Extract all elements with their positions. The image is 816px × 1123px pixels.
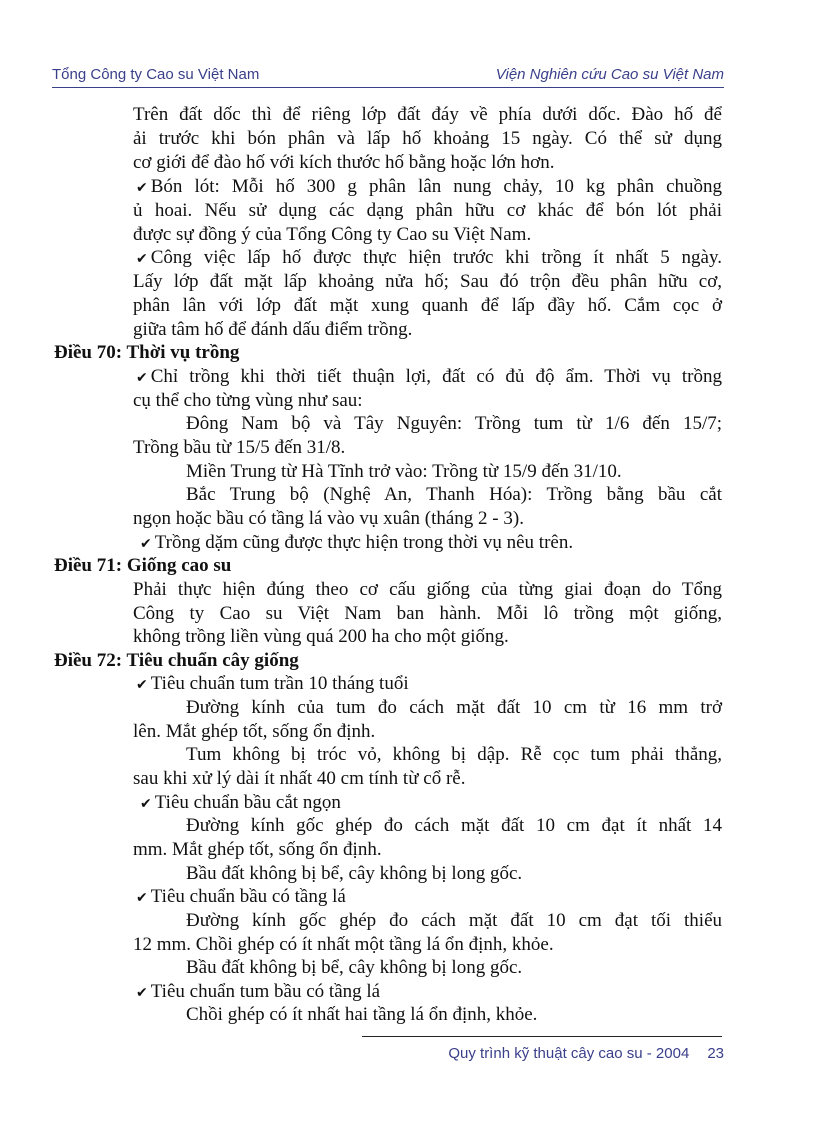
checkmark-icon: ✔ — [136, 985, 148, 1001]
bullet-line: ✔ Bón lót: Mỗi hố 300 g phân lân nung chảy, 10 kg phân chuồng — [136, 176, 722, 197]
paragraph-line: Đông Nam bộ và Tây Nguyên: Trồng tum từ 1/6 đến 15/7; — [186, 413, 722, 434]
bullet-line: ✔ Công việc lấp hố được thực hiện trước khi trồng ít nhất 5 ngày. — [136, 247, 722, 268]
page-footer — [448, 1045, 724, 1062]
paragraph-line: mm. Mắt ghép tốt, sống ổn định. — [133, 839, 382, 860]
bullet-line: ✔ Chỉ trồng khi thời tiết thuận lợi, đất có đủ độ ẩm. Thời vụ trồng — [136, 366, 722, 387]
paragraph-line: Đường kính gốc ghép đo cách mặt đất 10 cm đạt ít nhất 14 — [186, 815, 722, 836]
paragraph-line: Trồng bầu từ 15/5 đến 31/8. — [133, 437, 346, 458]
paragraph-line: phân lân với lớp đất mặt xung quanh để lấp đầy hố. Cắm cọc ở — [133, 295, 722, 316]
paragraph-line: Phải thực hiện đúng theo cơ cấu giống của từng giai đoạn do Tổng — [133, 579, 722, 600]
header-organization: Tổng Công ty Cao su Việt Nam — [52, 66, 260, 83]
paragraph-line: giữa tâm hố để đánh dấu điểm trồng. — [133, 319, 413, 340]
checkmark-icon: ✔ — [136, 890, 148, 906]
header-institute: Viện Nghiên cứu Cao su Việt Nam — [495, 66, 724, 83]
checkmark-icon: ✔ — [140, 536, 152, 552]
paragraph-line: Miền Trung từ Hà Tĩnh trở vào: Trồng từ 15/9 đến 31/10. — [186, 461, 622, 482]
bullet-line: ✔ Tiêu chuẩn bầu có tầng lá — [136, 886, 346, 907]
paragraph-line: Lấy lớp đất mặt lấp khoảng nửa hố; Sau đó trộn đều phân hữu cơ, — [133, 271, 722, 292]
paragraph-line: ngọn hoặc bầu có tầng lá vào vụ xuân (tháng 2 - 3). — [133, 508, 524, 529]
paragraph-line: ải trước khi bón phân và lấp hố khoảng 15 ngày. Có thể sử dụng — [133, 128, 722, 149]
bullet-line: ✔ Trồng dặm cũng được thực hiện trong thời vụ nêu trên. — [140, 532, 574, 553]
bullet-line: ✔ Tiêu chuẩn bầu cắt ngọn — [140, 792, 341, 813]
paragraph-line: Bắc Trung bộ (Nghệ An, Thanh Hóa): Trồng bằng bầu cắt — [186, 484, 722, 505]
page-number: 23 — [707, 1045, 724, 1062]
paragraph-line: 12 mm. Chồi ghép có ít nhất một tầng lá ổn định, khỏe. — [133, 934, 554, 955]
paragraph-line: ủ hoai. Nếu sử dụng các dạng phân hữu cơ khác để bón lót phải — [133, 200, 722, 221]
paragraph-line: Bầu đất không bị bể, cây không bị long gốc. — [186, 957, 523, 978]
article-heading-72: Điều 72: Tiêu chuẩn cây giống — [54, 650, 299, 671]
paragraph-line: sau khi xử lý dài ít nhất 40 cm tính từ cổ rễ. — [133, 768, 466, 789]
checkmark-icon: ✔ — [140, 796, 152, 812]
footer-rule — [362, 1036, 722, 1037]
paragraph-line: Trên đất dốc thì để riêng lớp đất đáy về phía dưới dốc. Đào hố để — [133, 104, 722, 125]
checkmark-icon: ✔ — [136, 251, 148, 267]
article-heading-70: Điều 70: Thời vụ trồng — [54, 342, 240, 363]
paragraph-line: Công ty Cao su Việt Nam ban hành. Mỗi lô trồng một giống, — [133, 603, 722, 624]
paragraph-line: Bầu đất không bị bể, cây không bị long gốc. — [186, 863, 523, 884]
bullet-line: ✔ Tiêu chuẩn tum bầu có tầng lá — [136, 981, 381, 1002]
footer-title: Quy trình kỹ thuật cây cao su - 2004 — [448, 1045, 690, 1062]
paragraph-line: Tum không bị tróc vỏ, không bị dập. Rễ cọc tum phải thẳng, — [186, 744, 722, 765]
paragraph-line: cơ giới để đào hố với kích thước hố bằng hoặc lớn hơn. — [133, 152, 555, 173]
checkmark-icon: ✔ — [136, 370, 148, 386]
paragraph-line: Đường kính gốc ghép đo cách mặt đất 10 cm đạt tối thiểu — [186, 910, 722, 931]
article-heading-71: Điều 71: Giống cao su — [54, 555, 232, 576]
bullet-line: ✔ Tiêu chuẩn tum trần 10 tháng tuổi — [136, 673, 409, 694]
page-header — [52, 62, 724, 88]
checkmark-icon: ✔ — [136, 180, 148, 196]
paragraph-line: Chồi ghép có ít nhất hai tầng lá ổn định, khỏe. — [186, 1004, 538, 1025]
checkmark-icon: ✔ — [136, 677, 148, 693]
paragraph-line: Đường kính của tum đo cách mặt đất 10 cm từ 16 mm trở — [186, 697, 722, 718]
paragraph-line: được sự đồng ý của Tổng Công ty Cao su Việt Nam. — [133, 224, 532, 245]
paragraph-line: cụ thể cho từng vùng như sau: — [133, 390, 363, 411]
paragraph-line: lên. Mắt ghép tốt, sống ổn định. — [133, 721, 376, 742]
header-rule — [52, 87, 724, 88]
paragraph-line: không trồng liền vùng quá 200 ha cho một giống. — [133, 626, 509, 647]
